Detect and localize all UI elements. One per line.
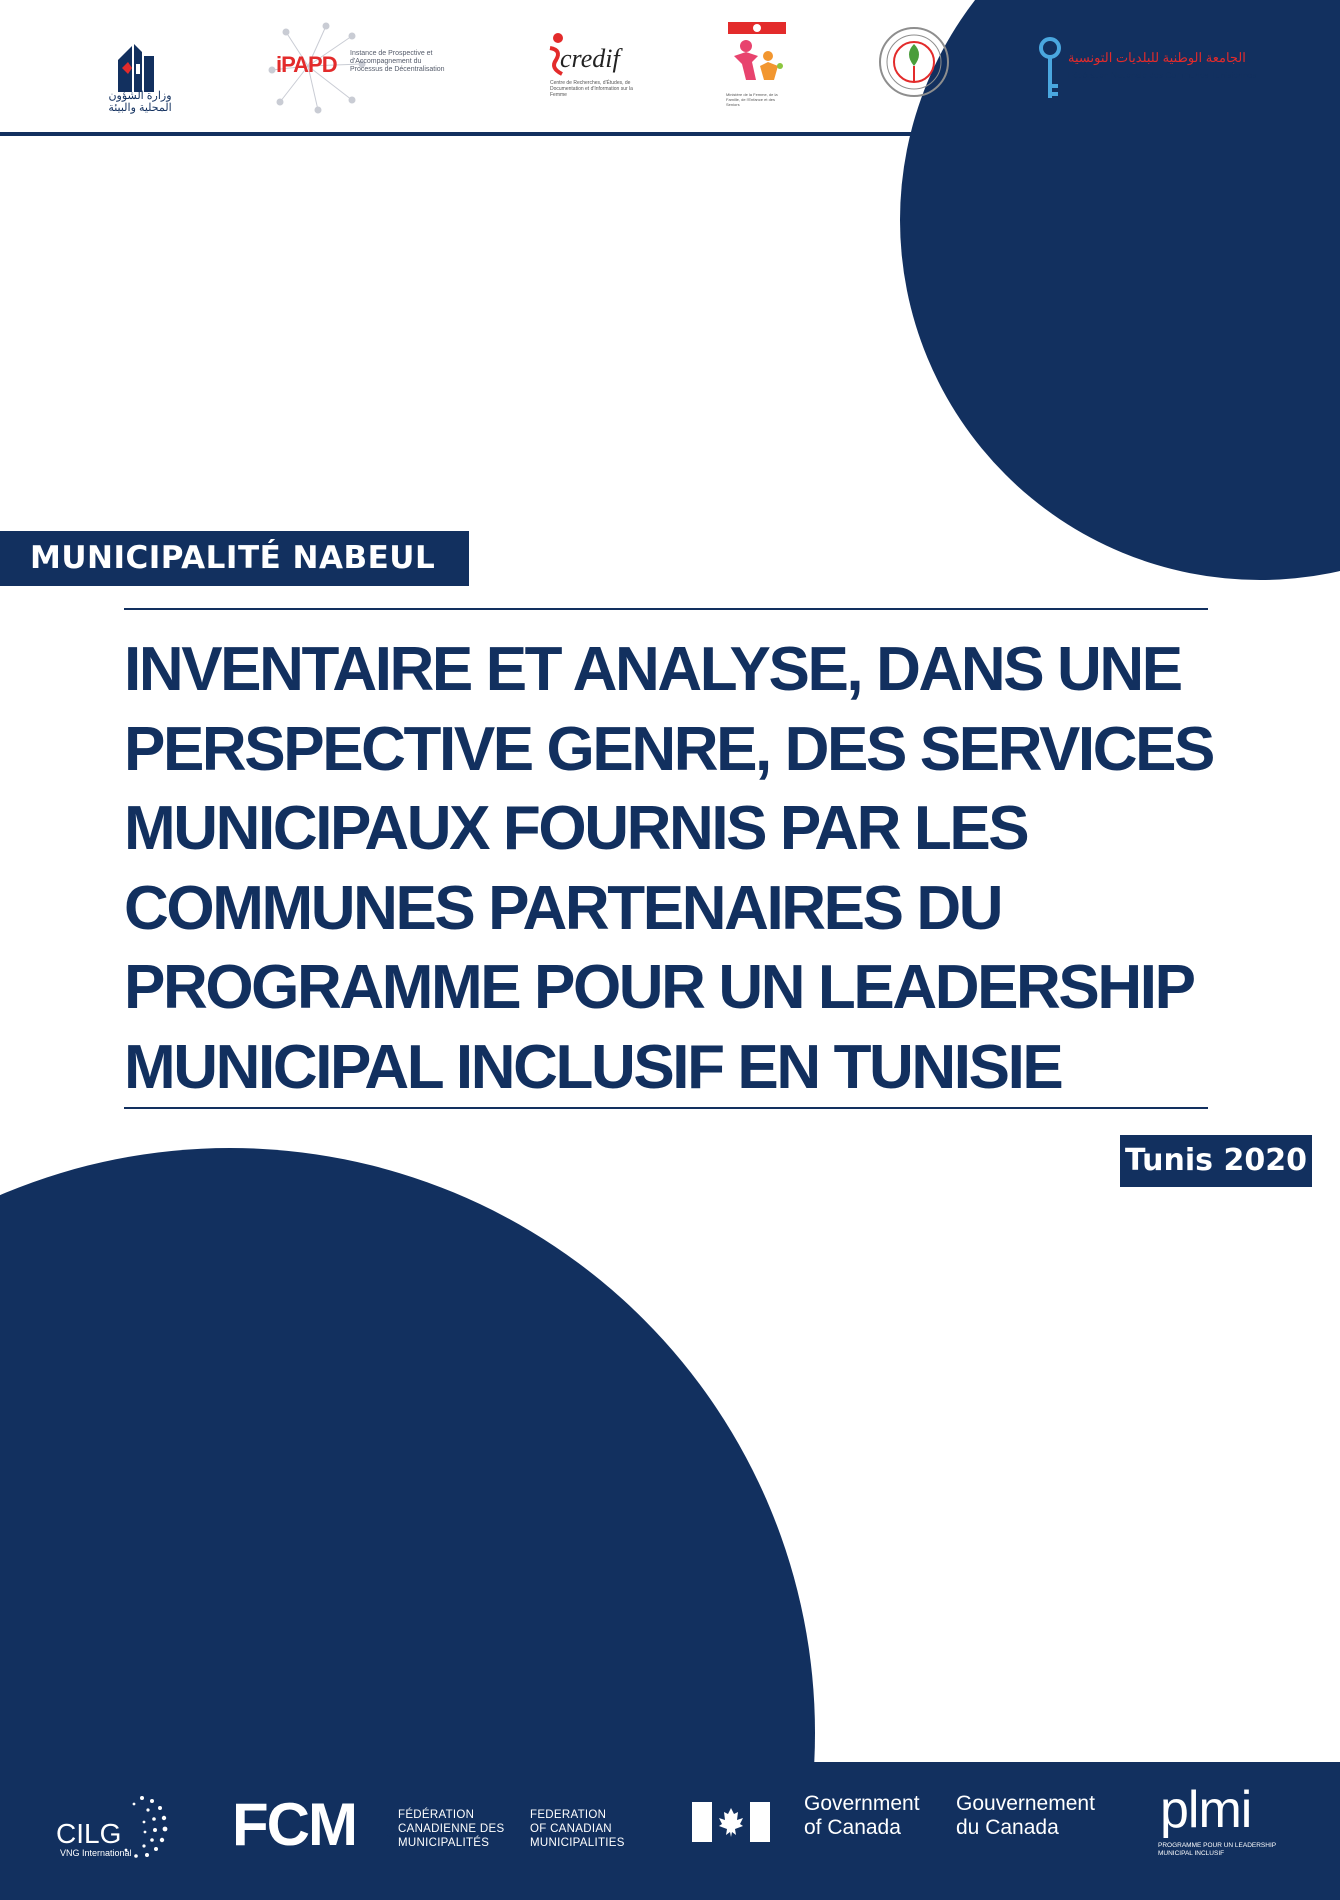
credif-caption: Centre de Recherches, d'Études, de Documentation et d'Information sur la Femme: [550, 80, 633, 98]
fcm-fr-line: CANADIENNE DES: [398, 1823, 505, 1835]
title-rule-top: [124, 608, 1208, 610]
plmi-sub-line: MUNICIPAL INCLUSIF: [1158, 1850, 1225, 1857]
fnct-french: Fédération Nationale des Communes Tunisiennes: [1068, 70, 1257, 80]
ministere-femme-caption: Ministère de la Femme, de la Famille, de l'Enfance et des Seniors: [726, 92, 778, 107]
ministere-femme-logo: [726, 22, 788, 114]
fcm-french-name: [398, 1808, 504, 1850]
title-rule-bottom: [124, 1107, 1208, 1109]
date-badge: Tunis 2020: [1120, 1135, 1312, 1187]
header-divider: [0, 132, 1340, 136]
title-line: MUNICIPAUX FOURNIS PAR LES: [124, 794, 1028, 863]
credif-logo: [546, 22, 634, 114]
cawtar-seal-logo: [878, 22, 950, 114]
plmi-wordmark: plmi: [1160, 1781, 1252, 1839]
credif-wordmark: credif: [560, 44, 620, 73]
canada-en-line: of Canada: [804, 1816, 901, 1839]
title-line: INVENTAIRE ET ANALYSE, DANS UNE: [124, 635, 1181, 704]
fcm-en-line: FEDERATION: [530, 1809, 607, 1821]
ministere-caption: وزارة الشؤون المحلية والبيئة: [108, 90, 172, 114]
canada-flag-icon: [692, 1802, 770, 1842]
fnct-arabic: الجامعة الوطنية للبلديات التونسية: [1068, 50, 1246, 65]
fcm-fr-line: FÉDÉRATION: [398, 1809, 475, 1821]
ipapd-wordmark: iPAPD: [276, 52, 337, 77]
cilg-subtitle: VNG International: [60, 1848, 132, 1858]
canada-en-line: Government: [804, 1792, 920, 1815]
government-of-canada-logo: [692, 1790, 1132, 1870]
ipapd-caption: Instance de Prospective et d'Accompagnement du Processus de Décentralisation: [350, 50, 445, 73]
government-of-canada-fr: [956, 1792, 1095, 1840]
title-line: COMMUNES PARTENAIRES DU: [124, 873, 1002, 943]
plmi-logo: [1152, 1780, 1312, 1880]
partner-logos-header: [0, 0, 1340, 134]
government-of-canada-en: [804, 1792, 920, 1840]
cilg-wordmark: CILG: [56, 1818, 122, 1849]
title-line: PERSPECTIVE GENRE, DES SERVICES: [124, 714, 1214, 784]
canada-fr-line: Gouvernement: [956, 1792, 1095, 1815]
plmi-subtitle: [1158, 1842, 1276, 1858]
title-line: MUNICIPAL INCLUSIF EN TUNISIE: [124, 1032, 1062, 1102]
fcm-en-line: OF CANADIAN: [530, 1823, 612, 1835]
title-line: PROGRAMME POUR UN LEADERSHIP: [124, 953, 1194, 1022]
fcm-en-line: MUNICIPALITIES: [530, 1837, 625, 1849]
municipality-badge: MUNICIPALITÉ NABEUL: [0, 531, 469, 586]
canada-fr-line: du Canada: [956, 1816, 1059, 1839]
report-title: [124, 630, 1224, 1107]
fcm-wordmark: FCM: [232, 1791, 356, 1858]
fcm-english-name: [530, 1808, 625, 1850]
plmi-sub-line: PROGRAMME POUR UN LEADERSHIP: [1158, 1842, 1277, 1849]
cilg-logo: [56, 1792, 176, 1872]
funders-footer: [0, 1762, 1340, 1900]
ipapd-logo: [266, 22, 446, 114]
fcm-fr-line: MUNICIPALITÉS: [398, 1837, 490, 1849]
ministere-affaires-locales-logo: [108, 22, 170, 114]
fcm-logo: [232, 1792, 642, 1872]
fnct-logo: [1038, 22, 1257, 114]
